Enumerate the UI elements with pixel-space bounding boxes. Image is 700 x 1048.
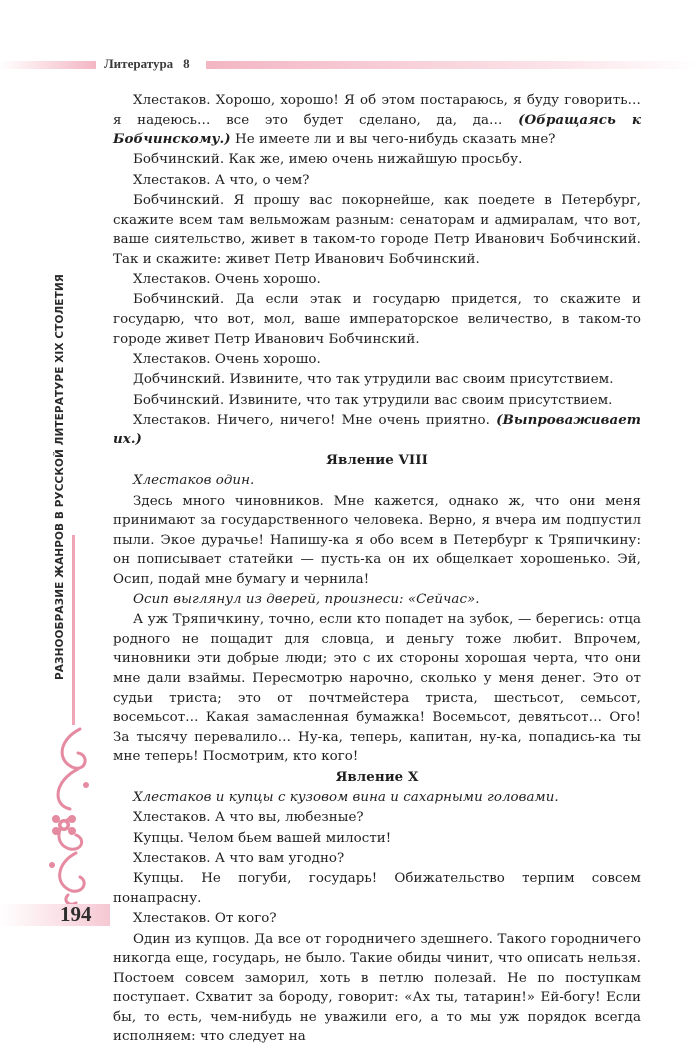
paragraph-text: Бобчинский. Извините, что так утрудили вас своим присутствием. — [133, 392, 613, 408]
paragraph-text: Хлестаков. А что вы, любезные? — [133, 810, 364, 826]
paragraph-text: Хлестаков. А что вам угодно? — [133, 850, 345, 866]
paragraph-text: Один из купцов. Да все от городничего здешнего. Такого городничего никогда еще, государь, не было. Такие обиды чинит, что описать нельзя. Постоем совсем заморил, хоть в петлю полезай. Не по поступкам поступает. Схватит за бороду, говорит: «Ах ты, татарин!» Ей-богу! Если бы, то есть, чем-нибудь не уважили его, а то мы уж порядок всегда исполняем: что следует на — [113, 931, 641, 1045]
paragraph-text: Хлестаков. Хорошо, хорошо! Я об этом постараюсь, я буду говорить… я надеюсь… все это будет сделано, да, да… — [113, 93, 641, 128]
paragraph-text: Хлестаков. От кого? — [133, 911, 277, 927]
dialogue-paragraph — [113, 350, 641, 370]
paragraph-text: А уж Тряпичкину, точно, если кто попадет на зубок, — берегись: отца родного не пощадит для словца, и деньгу тоже любит. Впрочем, чиновники эти добрые люди; это с их стороны хорошая черта, что они мне дали взаймы. Пересмотрю нарочно, сколько у меня денег. Это от судьи триста; это от почтмейстера триста, шестьсот, семьсот, восемьсот… Какая замасленная бумажка! Восемьсот, девятьсот… Ого! За тысячу перевалило… Ну-ка, теперь, капитан, ну-ка, попадись-ка ты мне теперь! Посмотрим, кто кого! — [113, 612, 641, 765]
paragraph-tail: Не имеете ли и вы чего-нибудь сказать мне? — [230, 132, 556, 148]
main-text — [113, 91, 641, 1048]
paragraph-text: Хлестаков. А что, о чем? — [133, 172, 310, 188]
dialogue-paragraph — [113, 191, 641, 269]
side-accent-line — [72, 535, 75, 725]
stage-remark: (Выпроваживает их.) — [113, 411, 641, 448]
dialogue-paragraph — [113, 290, 641, 349]
stage-remark: (Обращаясь к Бобчинскому.) — [113, 111, 641, 148]
dialogue-paragraph — [113, 150, 641, 170]
paragraph-text: Хлестаков. Очень хорошо. — [133, 272, 321, 288]
floral-ornament-icon — [42, 725, 102, 910]
running-header — [104, 56, 190, 72]
paragraph-text: Бобчинский. Я прошу вас покорнейше, как поедете в Петербург, скажите всем там вельможам разным: сенаторам и адмиралам, что вот, ваше сиятельство, живет в таком-то городе Петр Иванович Бобчинский. Так и скажите: живет Петр Иванович Бобчинский. — [113, 193, 641, 267]
dialogue-paragraph — [113, 391, 641, 411]
paragraph-text: Добчинский. Извините, что так утрудили вас своим присутствием. — [133, 372, 614, 388]
header-subject: Литература — [104, 56, 174, 71]
paragraph-text: Купцы. Не погуби, государь! Обижательство терпим совсем понапрасну. — [113, 871, 641, 906]
dialogue-paragraph — [113, 829, 641, 849]
dialogue-paragraph — [113, 370, 641, 390]
dialogue-paragraph — [113, 849, 641, 869]
dialogue-paragraph — [113, 808, 641, 828]
page-number: 194 — [60, 902, 92, 926]
paragraph-text: Хлестаков. Ничего, ничего! Мне очень приятно. — [133, 412, 497, 428]
page-number-band — [0, 904, 110, 926]
paragraph-text: Бобчинский. Как же, имею очень нижайшую просьбу. — [133, 152, 523, 168]
stage-direction: Хлестаков один. — [133, 473, 255, 489]
dialogue-paragraph — [113, 411, 641, 450]
dialogue-paragraph — [113, 869, 641, 908]
dialogue-paragraph — [113, 610, 641, 766]
dialogue-paragraph — [113, 492, 641, 590]
scene-heading: Явление VIII — [326, 451, 428, 468]
dialogue-paragraph — [113, 270, 641, 290]
side-section-title — [0, 150, 64, 770]
dialogue-paragraph — [113, 171, 641, 191]
stage-direction: Хлестаков и купцы с кузовом вина и сахарными головами. — [133, 789, 559, 805]
dialogue-paragraph — [113, 91, 641, 150]
paragraph-text: Хлестаков. Очень хорошо. — [133, 351, 321, 367]
dialogue-paragraph — [113, 909, 641, 929]
header-decor-left — [0, 61, 96, 69]
stage-direction: Осип выглянул из дверей, произнеси: «Сейчас». — [133, 592, 480, 608]
header-grade: 8 — [183, 56, 190, 71]
scene-heading: Явление X — [335, 768, 419, 785]
dialogue-paragraph — [113, 930, 641, 1047]
paragraph-text: Здесь много чиновников. Мне кажется, однако ж, что они меня принимают за государственного человека. Верно, я вчера им подпустил пыли. Экое дурачье! Напишу-ка я обо всем в Петербург к Тряпичкину: он пописывает статейки — пусть-ка он их общелкает хорошенько. Эй, Осип, подай мне бумагу и чернила! — [113, 493, 641, 587]
section-title-vertical: РАЗНООБРАЗИЕ ЖАНРОВ В РУССКОЙ ЛИТЕРАТУРЕ XIX СТОЛЕТИЯ — [54, 274, 66, 680]
header-decor-right — [206, 61, 700, 69]
paragraph-text: Купцы. Челом бьем вашей милости! — [133, 830, 392, 846]
paragraph-text: Бобчинский. Да если этак и государю придется, то скажите и государю, что вот, мол, ваше императорское величество, в таком-то городе живет Петр Иванович Бобчинский. — [113, 292, 641, 347]
